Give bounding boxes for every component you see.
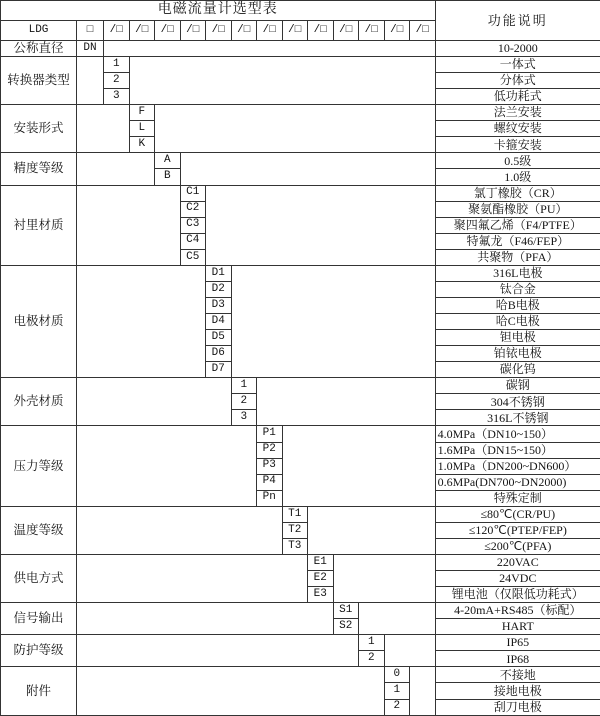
spacer-cell — [410, 667, 436, 716]
option-code: C4 — [180, 233, 206, 249]
spacer-cell — [77, 378, 232, 426]
option-code: 3 — [104, 89, 130, 105]
option-code: L — [129, 121, 155, 137]
option-description: 低功耗式 — [435, 89, 600, 105]
option-description: IP68 — [435, 651, 600, 667]
option-description: 哈B电极 — [435, 297, 600, 313]
option-description: 接地电极 — [435, 683, 600, 699]
option-description: 316L不锈钢 — [435, 410, 600, 426]
model-code-slot: /□ — [206, 21, 232, 41]
option-code: E1 — [308, 554, 334, 570]
table-title: 电磁流量计选型表 — [1, 1, 436, 21]
option-description: 铂铱电极 — [435, 346, 600, 362]
spacer-cell — [257, 378, 436, 426]
option-description: 1.6MPa（DN15~150） — [435, 442, 600, 458]
option-code: T3 — [282, 538, 308, 554]
spacer-cell — [206, 185, 436, 265]
option-code: D6 — [206, 346, 232, 362]
model-code-slot: /□ — [359, 21, 385, 41]
spacer-cell — [77, 426, 257, 506]
option-description: 316L电极 — [435, 265, 600, 281]
option-description: 一体式 — [435, 57, 600, 73]
spacer-cell — [77, 506, 283, 554]
model-code-slot: /□ — [410, 21, 436, 41]
option-description: 聚氨酯橡胶（PU） — [435, 201, 600, 217]
option-code: 1 — [359, 635, 385, 651]
option-description: 0.5级 — [435, 153, 600, 169]
option-code: C1 — [180, 185, 206, 201]
option-description: 钛合金 — [435, 281, 600, 297]
option-description: 碳化钨 — [435, 362, 600, 378]
category-label: 外壳材质 — [1, 378, 77, 426]
spacer-cell — [384, 635, 435, 667]
option-description: 特氟龙（F46/FEP） — [435, 233, 600, 249]
option-code: K — [129, 137, 155, 153]
category-label: 公称直径 — [1, 41, 77, 57]
model-code-slot: /□ — [180, 21, 206, 41]
spacer-cell — [180, 153, 435, 185]
option-code: B — [155, 169, 181, 185]
option-description: 304不锈钢 — [435, 394, 600, 410]
category-label: 压力等级 — [1, 426, 77, 506]
option-code: C5 — [180, 249, 206, 265]
option-description: 锂电池（仅限低功耗式） — [435, 587, 600, 603]
option-description: ≤120℃(PTEP/FEP) — [435, 522, 600, 538]
model-code-slot: /□ — [104, 21, 130, 41]
option-description: 1.0MPa（DN200~DN600） — [435, 458, 600, 474]
option-code: D4 — [206, 314, 232, 330]
model-code-label: LDG — [1, 21, 77, 41]
option-code: 2 — [359, 651, 385, 667]
category-label: 供电方式 — [1, 554, 77, 602]
option-description: 1.0级 — [435, 169, 600, 185]
model-base-box: □ — [77, 21, 104, 41]
spacer-cell — [231, 265, 435, 377]
spacer-cell — [77, 265, 206, 377]
spacer-cell — [77, 105, 130, 153]
spacer-cell — [129, 57, 435, 105]
category-label: 精度等级 — [1, 153, 77, 185]
spacer-cell — [77, 185, 181, 265]
option-code: D5 — [206, 330, 232, 346]
option-code: 1 — [384, 683, 410, 699]
option-code: D3 — [206, 297, 232, 313]
option-description: HART — [435, 619, 600, 635]
spacer-cell — [104, 41, 436, 57]
spacer-cell — [77, 554, 308, 602]
option-code: 0 — [384, 667, 410, 683]
category-label: 衬里材质 — [1, 185, 77, 265]
option-description: 特殊定制 — [435, 490, 600, 506]
option-code: P3 — [257, 458, 283, 474]
option-description: 钽电极 — [435, 330, 600, 346]
option-code: 2 — [384, 699, 410, 716]
spacer-cell — [333, 554, 435, 602]
option-code: T1 — [282, 506, 308, 522]
option-code: F — [129, 105, 155, 121]
spacer-cell — [308, 506, 436, 554]
option-description: 卡箍安装 — [435, 137, 600, 153]
option-code: D1 — [206, 265, 232, 281]
model-code-slot: /□ — [257, 21, 283, 41]
option-description: IP65 — [435, 635, 600, 651]
model-code-slot: /□ — [308, 21, 334, 41]
option-code: Pn — [257, 490, 283, 506]
model-code-slot: /□ — [155, 21, 181, 41]
model-code-slot: /□ — [231, 21, 257, 41]
option-description: 4.0MPa（DN10~150） — [435, 426, 600, 442]
category-label: 温度等级 — [1, 506, 77, 554]
spacer-cell — [77, 153, 155, 185]
category-label: 信号输出 — [1, 603, 77, 635]
option-description: 螺纹安装 — [435, 121, 600, 137]
spacer-cell — [77, 603, 334, 635]
option-description: 24VDC — [435, 571, 600, 587]
spacer-cell — [155, 105, 436, 153]
option-code: A — [155, 153, 181, 169]
option-code: S2 — [333, 619, 359, 635]
option-description: 不接地 — [435, 667, 600, 683]
option-code: 1 — [231, 378, 257, 394]
option-code: DN — [77, 41, 104, 57]
category-label: 转换器类型 — [1, 57, 77, 105]
option-code: T2 — [282, 522, 308, 538]
category-label: 电极材质 — [1, 265, 77, 377]
spacer-cell — [77, 667, 385, 716]
spacer-cell — [77, 57, 104, 105]
model-code-slot: /□ — [282, 21, 308, 41]
category-label: 安装形式 — [1, 105, 77, 153]
function-column-header: 功能说明 — [435, 1, 600, 41]
option-description: 共聚物（PFA） — [435, 249, 600, 265]
option-code: 2 — [104, 73, 130, 89]
category-label: 防护等级 — [1, 635, 77, 667]
model-code-slot: /□ — [129, 21, 155, 41]
spacer-cell — [359, 603, 436, 635]
option-description: ≤200℃(PFA) — [435, 538, 600, 554]
option-code: 2 — [231, 394, 257, 410]
category-label: 附件 — [1, 667, 77, 716]
option-code: E2 — [308, 571, 334, 587]
option-description: 4-20mA+RS485（标配） — [435, 603, 600, 619]
option-description: 220VAC — [435, 554, 600, 570]
option-code: 1 — [104, 57, 130, 73]
option-code: S1 — [333, 603, 359, 619]
option-description: 聚四氟乙烯（F4/PTFE） — [435, 217, 600, 233]
option-description: 10-2000 — [435, 41, 600, 57]
model-code-slot: /□ — [384, 21, 410, 41]
spacer-cell — [282, 426, 435, 506]
option-description: 氯丁橡胶（CR） — [435, 185, 600, 201]
model-code-slot: /□ — [333, 21, 359, 41]
option-description: 哈C电极 — [435, 314, 600, 330]
option-description: 分体式 — [435, 73, 600, 89]
option-code: C2 — [180, 201, 206, 217]
option-code: E3 — [308, 587, 334, 603]
spacer-cell — [77, 635, 359, 667]
option-description: 碳钢 — [435, 378, 600, 394]
option-description: 0.6MPa(DN700~DN2000) — [435, 474, 600, 490]
option-description: 法兰安装 — [435, 105, 600, 121]
option-description: ≤80℃(CR/PU) — [435, 506, 600, 522]
option-code: D7 — [206, 362, 232, 378]
option-code: P1 — [257, 426, 283, 442]
option-code: P2 — [257, 442, 283, 458]
option-code: D2 — [206, 281, 232, 297]
option-code: 3 — [231, 410, 257, 426]
option-code: C3 — [180, 217, 206, 233]
option-description: 刮刀电极 — [435, 699, 600, 716]
option-code: P4 — [257, 474, 283, 490]
